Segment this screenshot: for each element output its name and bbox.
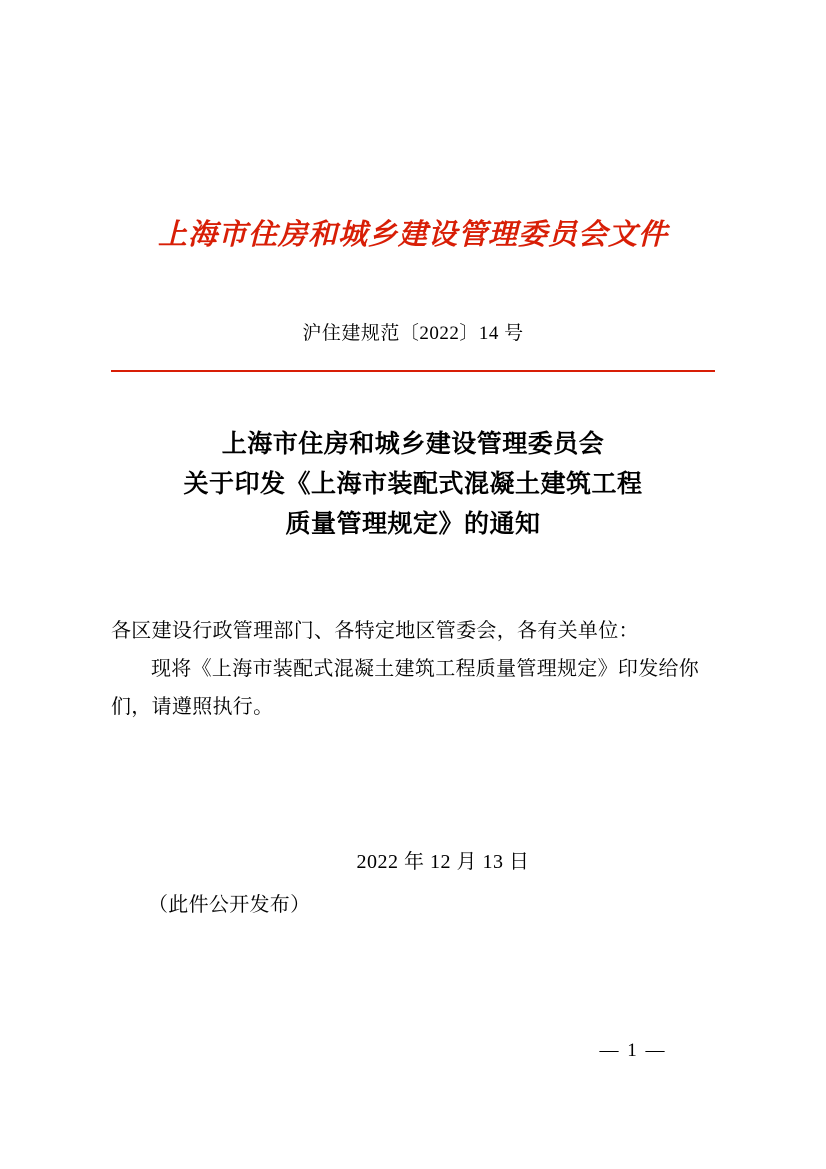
red-divider-rule bbox=[111, 370, 715, 372]
document-number: 沪住建规范〔2022〕14 号 bbox=[302, 323, 524, 344]
body-paragraph: 现将《上海市装配式混凝土建筑工程质量管理规定》印发给你们，请遵照执行。 bbox=[111, 658, 700, 718]
salutation-line: 各区建设行政管理部门、各特定地区管委会，各有关单位： bbox=[111, 620, 639, 642]
document-title-line-2: 关于印发《上海市装配式混凝土建筑工程 bbox=[183, 469, 643, 498]
document-title-line-3: 质量管理规定》的通知 bbox=[285, 509, 541, 538]
document-body bbox=[111, 612, 715, 726]
document-masthead: 上海市住房和城乡建设管理委员会文件 bbox=[157, 217, 668, 251]
issue-date: 2022 年 12 月 13 日 bbox=[356, 851, 530, 873]
page-number: — 1 — bbox=[599, 1040, 667, 1061]
document-title-line-1: 上海市住房和城乡建设管理委员会 bbox=[221, 429, 605, 458]
publish-note: （此件公开发布） bbox=[148, 894, 311, 916]
document-title bbox=[113, 424, 713, 544]
